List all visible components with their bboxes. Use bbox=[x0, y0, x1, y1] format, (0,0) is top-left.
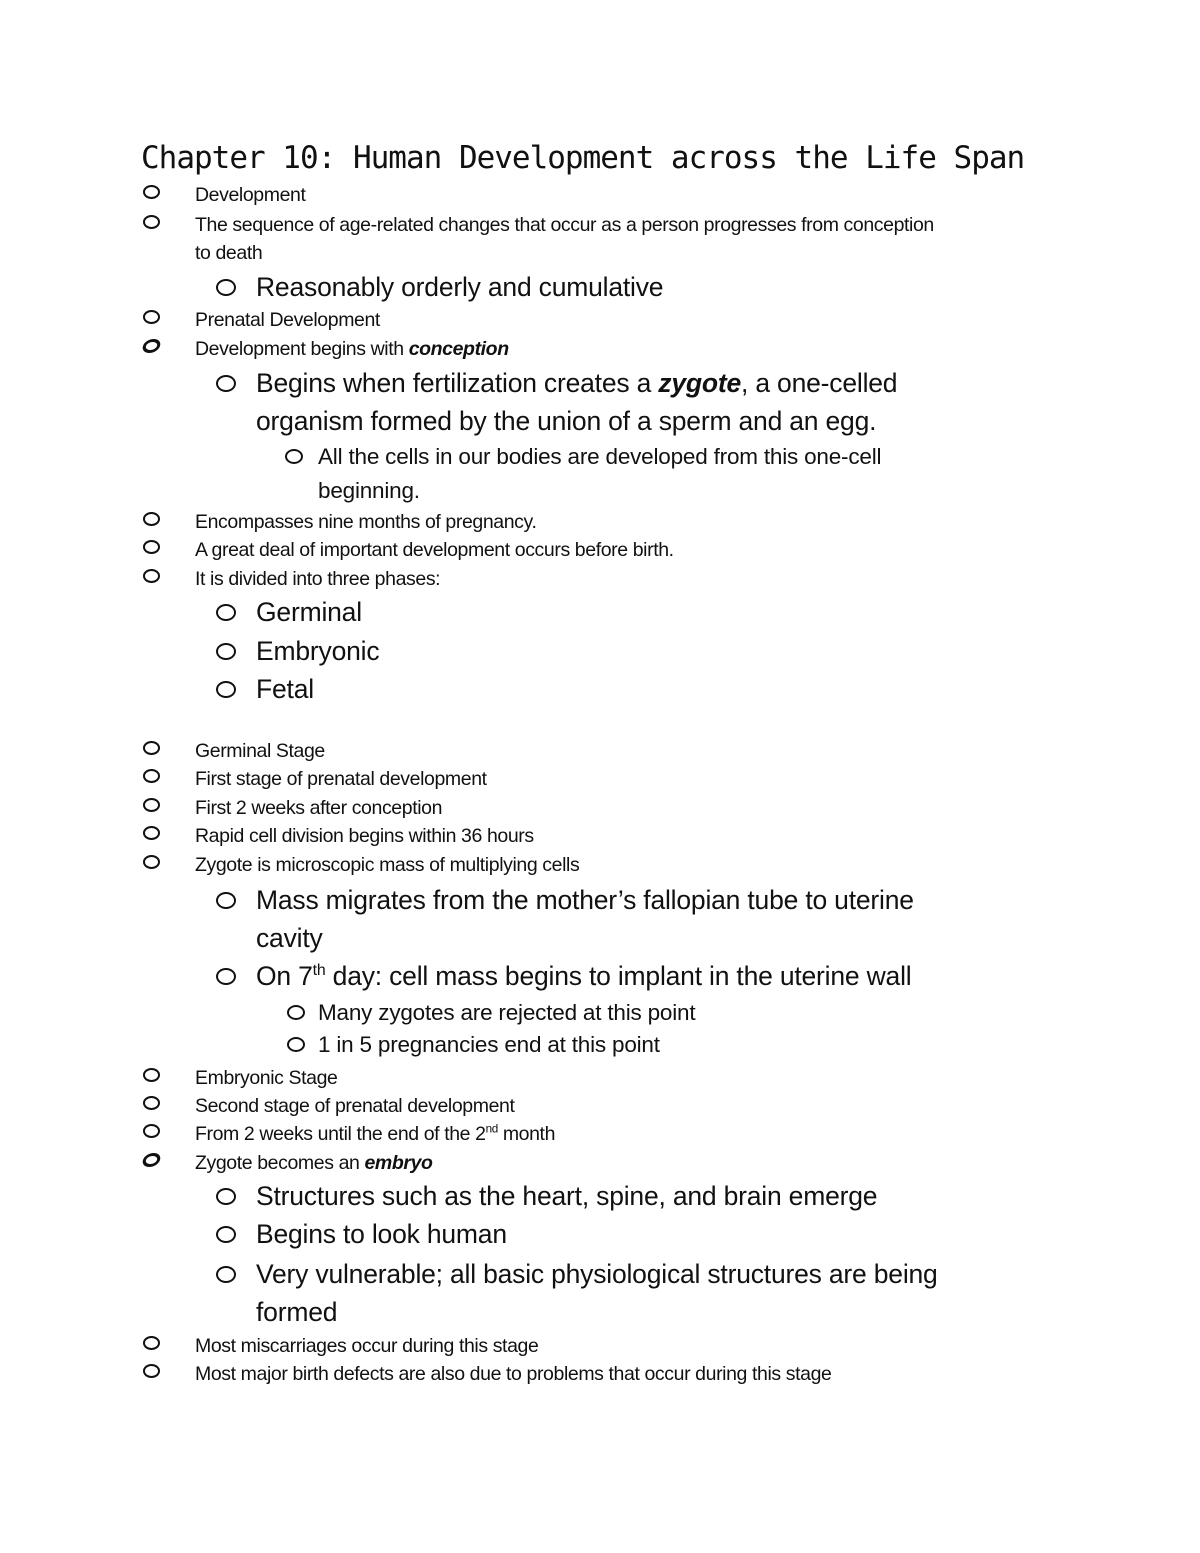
list-item: Prenatal Development bbox=[195, 306, 380, 334]
bullet-icon bbox=[143, 569, 160, 583]
list-item: Very vulnerable; all basic physiological structures are being bbox=[256, 1255, 938, 1293]
list-item: Mass migrates from the mother’s fallopian tube to uterine bbox=[256, 881, 914, 919]
list-item: Zygote is microscopic mass of multiplying cells bbox=[195, 851, 579, 879]
bullet-icon bbox=[216, 1266, 236, 1283]
bullet-icon bbox=[216, 279, 236, 296]
list-item: Development begins with conception bbox=[195, 335, 509, 363]
bullet-icon bbox=[216, 604, 236, 621]
bullet-icon bbox=[143, 310, 160, 324]
list-item: All the cells in our bodies are developed from this one-cell bbox=[318, 440, 881, 473]
bullet-icon bbox=[143, 540, 160, 554]
bullet-icon bbox=[143, 512, 160, 526]
list-item-continuation: formed bbox=[256, 1297, 338, 1327]
bullet-icon bbox=[143, 215, 160, 229]
bullet-icon bbox=[143, 1124, 160, 1138]
list-item: Second stage of prenatal development bbox=[195, 1092, 515, 1120]
list-item: It is divided into three phases: bbox=[195, 565, 440, 593]
bullet-icon bbox=[143, 185, 160, 199]
bullet-icon bbox=[216, 1226, 236, 1243]
emphasis-text: zygote bbox=[658, 368, 742, 398]
list-item: Fetal bbox=[256, 670, 314, 708]
list-item: Germinal Stage bbox=[195, 737, 325, 765]
list-item: Most major birth defects are also due to problems that occur during this stage bbox=[195, 1360, 831, 1388]
bullet-icon bbox=[285, 449, 303, 464]
list-item-continuation: beginning. bbox=[318, 478, 420, 503]
list-item: Encompasses nine months of pregnancy. bbox=[195, 508, 536, 536]
list-item: From 2 weeks until the end of the 2nd month bbox=[195, 1120, 555, 1148]
bullet-icon bbox=[216, 968, 236, 985]
bullet-icon bbox=[143, 1068, 160, 1082]
emphasis-text: conception bbox=[408, 338, 509, 360]
bullet-icon bbox=[216, 892, 236, 909]
list-item: Begins to look human bbox=[256, 1215, 507, 1253]
list-item: Embryonic Stage bbox=[195, 1064, 338, 1092]
list-item: Many zygotes are rejected at this point bbox=[318, 996, 695, 1029]
list-item: Development bbox=[195, 181, 306, 209]
bullet-icon bbox=[143, 741, 160, 755]
bullet-icon bbox=[287, 1005, 305, 1020]
list-item: First 2 weeks after conception bbox=[195, 794, 442, 822]
bullet-icon bbox=[143, 855, 160, 869]
bullet-icon bbox=[141, 1153, 163, 1167]
bullet-icon bbox=[216, 643, 236, 660]
list-item: On 7th day: cell mass begins to implant in the uterine wall bbox=[256, 957, 911, 995]
list-item: Zygote becomes an embryo bbox=[195, 1149, 433, 1177]
bullet-icon bbox=[141, 339, 163, 353]
list-item: A great deal of important development occurs before birth. bbox=[195, 536, 674, 564]
bullet-icon bbox=[143, 826, 160, 840]
bullet-icon bbox=[143, 1336, 160, 1350]
list-item: First stage of prenatal development bbox=[195, 765, 487, 793]
list-item: The sequence of age-related changes that occur as a person progresses from conception bbox=[195, 211, 934, 239]
bullet-icon bbox=[143, 1364, 160, 1378]
bullet-icon bbox=[216, 375, 236, 392]
list-item: 1 in 5 pregnancies end at this point bbox=[318, 1028, 660, 1061]
bullet-icon bbox=[216, 681, 236, 698]
bullet-icon bbox=[143, 798, 160, 812]
list-item: Reasonably orderly and cumulative bbox=[256, 268, 663, 306]
list-item: Begins when fertilization creates a zygote, a one-celled bbox=[256, 364, 897, 402]
list-item-continuation: to death bbox=[195, 242, 263, 264]
list-item: Embryonic bbox=[256, 632, 379, 670]
bullet-icon bbox=[143, 769, 160, 783]
bullet-icon bbox=[216, 1188, 236, 1205]
list-item: Germinal bbox=[256, 593, 362, 631]
list-item-continuation: cavity bbox=[256, 923, 323, 953]
list-item: Most miscarriages occur during this stage bbox=[195, 1332, 538, 1360]
list-item: Structures such as the heart, spine, and brain emerge bbox=[256, 1177, 877, 1215]
bullet-icon bbox=[143, 1096, 160, 1110]
page-title: Chapter 10: Human Development across the Life Span bbox=[141, 140, 1025, 176]
list-item: Rapid cell division begins within 36 hours bbox=[195, 822, 534, 850]
bullet-icon bbox=[287, 1037, 305, 1052]
list-item-continuation: organism formed by the union of a sperm and an egg. bbox=[256, 406, 877, 436]
emphasis-text: embryo bbox=[364, 1152, 433, 1174]
